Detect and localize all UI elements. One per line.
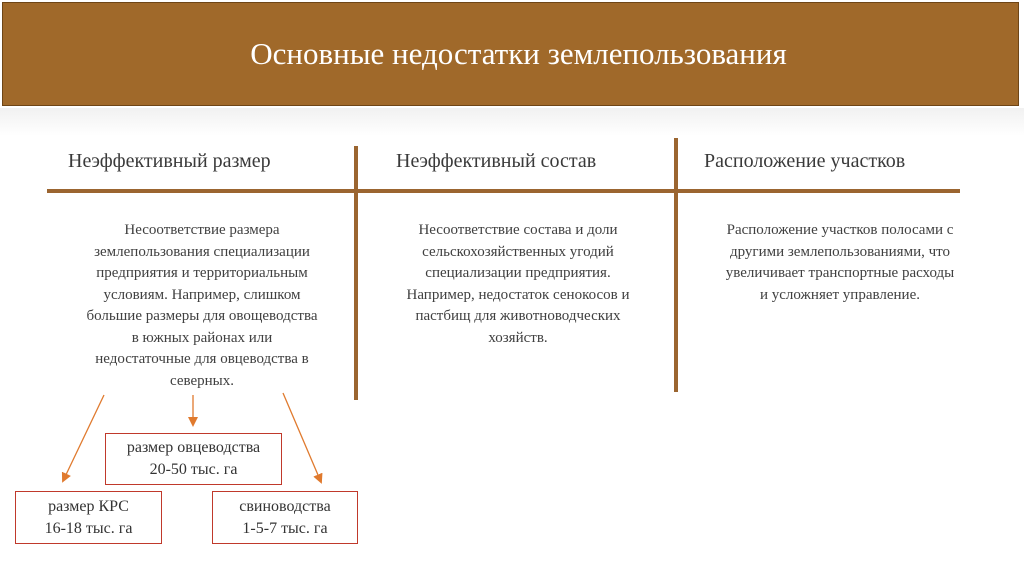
column-heading-composition: Неэффективный состав [396,150,597,172]
text-line: условиям. Например, слишком [103,286,301,303]
page-title: Основные недостатки землепользования [250,36,787,71]
text-line: и усложняет управление. [760,286,920,303]
text-line: другими землепользованиями, что [729,243,950,260]
text-line: увеличивает транспортные расходы [725,265,955,281]
text-line: недостаточные для овцеводства в [95,351,309,367]
text-line: сельскохозяйственных угодий [422,243,614,260]
text-line: специализации предприятия. [425,265,611,281]
box-label: свиноводства [239,497,331,515]
text-line: Расположение участков полосами с [726,222,954,238]
text-line: хозяйств. [488,329,548,346]
text-line: предприятия и территориальным [96,265,308,281]
box-value: 20-50 тыс. га [149,461,238,478]
box-cattle-size [15,491,162,544]
box-value: 1-5-7 тыс. га [242,519,328,537]
text-line: Несоответствие размера [124,222,280,238]
text-line: Несоответствие состава и доли [418,222,618,238]
column-heading-size: Неэффективный размер [68,150,271,172]
box-value: 16-18 тыс. га [44,519,133,537]
text-line: северных. [169,372,234,389]
arrow-to-cattle [63,395,104,481]
column-heading-location: Расположение участков [704,150,906,172]
box-label: размер овцеводства [126,439,261,456]
text-line: пастбищ для животноводческих [415,308,621,324]
text-line: большие размеры для овощеводства [86,308,318,324]
box-label: размер КРС [48,497,129,515]
text-line: землепользования специализации [94,243,310,260]
arrow-to-pigs [283,393,321,482]
text-line: в южных районах или [131,329,273,346]
box-sheep-size [105,433,282,485]
text-line: Например, недостаток сенокосов и [406,286,630,303]
box-pig-size [212,491,358,544]
